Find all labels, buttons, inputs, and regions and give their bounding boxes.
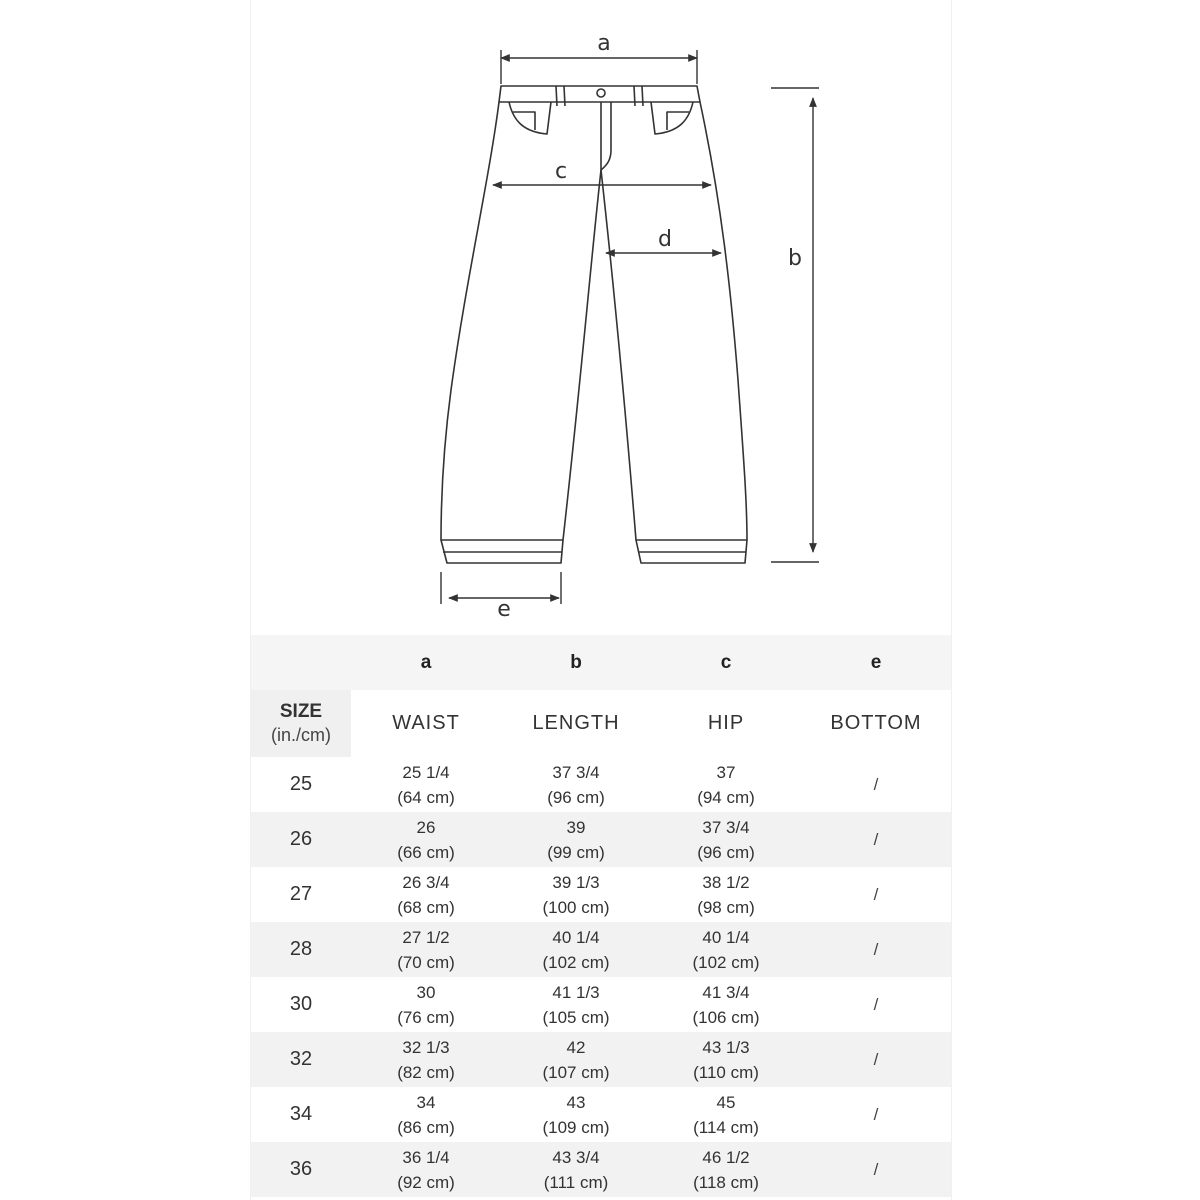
pants-outline-icon: [441, 86, 747, 563]
hip-inches: 38 1/2: [702, 872, 750, 892]
hip-cell: [651, 1087, 801, 1142]
label-d: d: [658, 227, 672, 252]
label-e: e: [497, 597, 511, 622]
measure-b-arrow: [771, 88, 819, 562]
label-a: a: [597, 31, 611, 56]
waist-cm: (64 cm): [397, 787, 455, 807]
hip-inches: 46 1/2: [702, 1147, 750, 1167]
hip-cell: [651, 922, 801, 977]
hip-inches: 43 1/3: [702, 1037, 750, 1057]
letter-header-e: e: [870, 651, 882, 673]
length-cell: [501, 1142, 651, 1197]
waist-cell: [351, 977, 501, 1032]
waist-cell: [351, 922, 501, 977]
column-bottom: BOTTOM: [830, 712, 922, 734]
waist-cm: (66 cm): [397, 842, 455, 862]
size-table: [251, 635, 951, 1197]
table-body: [251, 757, 951, 1197]
size-header-unit: (in./cm): [271, 725, 331, 745]
bottom-cell: /: [873, 1049, 879, 1069]
letter-header-a: a: [420, 651, 432, 673]
hip-cm: (118 cm): [693, 1172, 759, 1192]
waist-cm: (70 cm): [397, 952, 455, 972]
hip-inches: 45: [716, 1092, 736, 1112]
length-cell: [501, 1032, 651, 1087]
waist-inches: 30: [416, 982, 436, 1002]
waist-inches: 26 3/4: [402, 872, 450, 892]
length-cm: (99 cm): [547, 842, 605, 862]
hip-cm: (94 cm): [697, 787, 755, 807]
waist-cell: [351, 867, 501, 922]
size-cell: 26: [289, 828, 313, 850]
hip-cell: [651, 812, 801, 867]
length-cell: [501, 867, 651, 922]
table-row: [251, 1087, 951, 1142]
length-inches: 39: [566, 817, 586, 837]
length-inches: 43 3/4: [552, 1147, 600, 1167]
waist-cell: [351, 1087, 501, 1142]
hip-cell: [651, 867, 801, 922]
label-b: b: [788, 246, 802, 271]
size-cell: 34: [289, 1103, 313, 1125]
waist-cell: [351, 1032, 501, 1087]
waist-cm: (76 cm): [397, 1007, 455, 1027]
length-inches: 37 3/4: [552, 762, 600, 782]
table-row: [251, 1032, 951, 1087]
waist-cell: [351, 812, 501, 867]
pants-drawing: [251, 0, 951, 635]
waist-cell: [351, 1142, 501, 1197]
hip-cell: [651, 757, 801, 812]
size-cell: 32: [289, 1048, 313, 1070]
size-header-cell: [251, 690, 351, 757]
length-inches: 43: [566, 1092, 586, 1112]
length-cm: (100 cm): [542, 897, 610, 917]
hip-cell: [651, 1032, 801, 1087]
table-row: [251, 922, 951, 977]
bottom-cell: /: [873, 829, 879, 849]
column-hip: HIP: [707, 712, 745, 734]
size-header-title: SIZE: [279, 701, 323, 722]
pants-diagram: [251, 0, 951, 635]
waist-inches: 25 1/4: [402, 762, 450, 782]
letter-header-row: [251, 635, 951, 690]
bottom-cell: /: [873, 1159, 879, 1179]
letter-header-empty: [251, 635, 351, 690]
waist-inches: 36 1/4: [402, 1147, 450, 1167]
label-c: c: [554, 159, 568, 184]
table-row: [251, 757, 951, 812]
waist-inches: 26: [416, 817, 436, 837]
table-row: [251, 867, 951, 922]
length-inches: 40 1/4: [552, 927, 600, 947]
hip-cell: [651, 1142, 801, 1197]
length-cell: [501, 757, 651, 812]
length-inches: 42: [566, 1037, 586, 1057]
size-cell: 25: [289, 773, 313, 795]
hip-cm: (96 cm): [697, 842, 755, 862]
column-name-row: [251, 690, 951, 757]
hip-cm: (114 cm): [693, 1117, 759, 1137]
column-waist: WAIST: [392, 712, 460, 734]
length-inches: 39 1/3: [552, 872, 600, 892]
bottom-cell: /: [873, 774, 879, 794]
hip-cm: (102 cm): [692, 952, 760, 972]
waist-cm: (82 cm): [397, 1062, 455, 1082]
hip-cm: (106 cm): [692, 1007, 760, 1027]
hip-cell: [651, 977, 801, 1032]
bottom-cell: /: [873, 1104, 879, 1124]
bottom-cell: /: [873, 884, 879, 904]
hip-inches: 40 1/4: [702, 927, 750, 947]
bottom-cell: /: [873, 994, 879, 1014]
length-cm: (109 cm): [542, 1117, 610, 1137]
length-cell: [501, 812, 651, 867]
size-cell: 30: [289, 993, 313, 1015]
waist-cm: (68 cm): [397, 897, 455, 917]
waist-cm: (92 cm): [397, 1172, 455, 1192]
length-cm: (107 cm): [542, 1062, 610, 1082]
length-cell: [501, 1087, 651, 1142]
length-cm: (111 cm): [543, 1172, 609, 1192]
letter-header-b: b: [570, 651, 582, 673]
bottom-cell: /: [873, 939, 879, 959]
column-length: LENGTH: [532, 712, 620, 734]
length-cm: (105 cm): [542, 1007, 610, 1027]
hip-cm: (110 cm): [693, 1062, 759, 1082]
hip-cm: (98 cm): [697, 897, 755, 917]
length-inches: 41 1/3: [552, 982, 600, 1002]
waist-cm: (86 cm): [397, 1117, 455, 1137]
table-row: [251, 812, 951, 867]
length-cell: [501, 922, 651, 977]
size-chart-panel: [250, 0, 952, 1200]
length-cm: (102 cm): [542, 952, 610, 972]
table-row: [251, 1142, 951, 1197]
waist-inches: 27 1/2: [402, 927, 450, 947]
hip-inches: 41 3/4: [702, 982, 750, 1002]
table-row: [251, 977, 951, 1032]
size-cell: 28: [289, 938, 313, 960]
waist-inches: 32 1/3: [402, 1037, 450, 1057]
hip-inches: 37 3/4: [702, 817, 750, 837]
size-cell: 36: [289, 1158, 313, 1180]
length-cm: (96 cm): [547, 787, 605, 807]
hip-inches: 37: [716, 762, 736, 782]
waist-cell: [351, 757, 501, 812]
waist-inches: 34: [416, 1092, 436, 1112]
length-cell: [501, 977, 651, 1032]
size-cell: 27: [289, 883, 313, 905]
letter-header-c: c: [720, 651, 732, 673]
